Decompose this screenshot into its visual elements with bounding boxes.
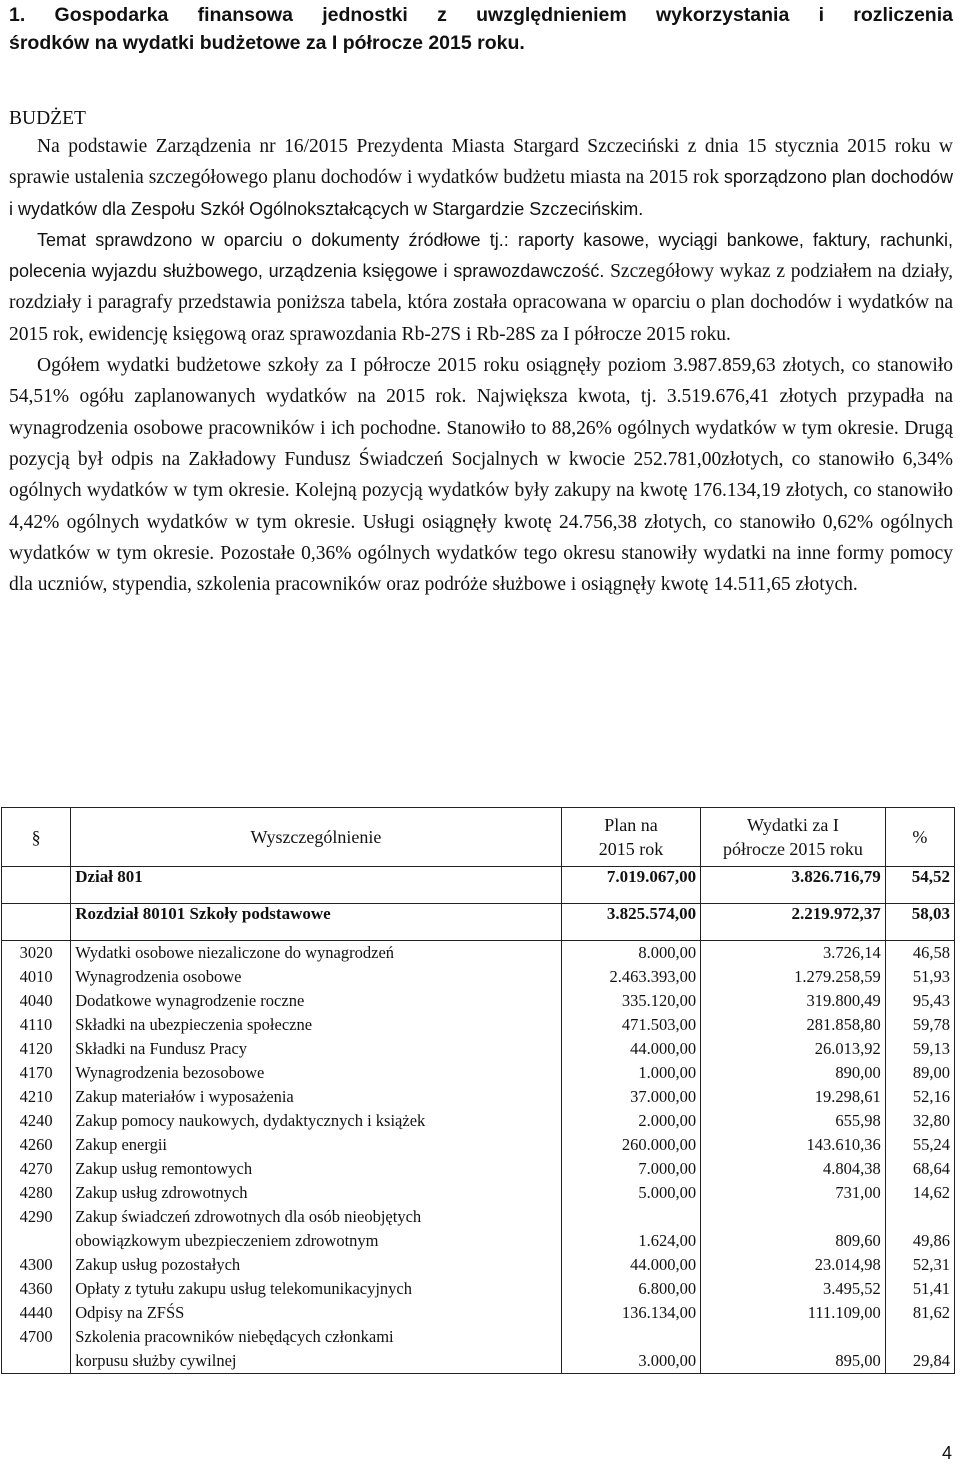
paragraph-2-part-c: Szczegółowy wykaz z podziałem na działy, rozdziały i paragrafy przedstawia poniższa tabela, która została opracowana w oparciu o plan dochodów i wydatków na 2015 rok, ewidencję księgową oraz sprawozdania Rb-27S i Rb-28S za I półrocze 2015 roku. [9, 261, 954, 345]
table-row-plan: 136.134,00 [621, 1303, 697, 1322]
table-row-paragraph: 4290 [19, 1207, 53, 1226]
table-row-name: Zakup usług pozostałych [75, 1255, 241, 1274]
heading-line-1: 1. Gospodarka finansowa jednostki z uwzględnieniem wykorzystania i rozliczenia [9, 4, 953, 26]
rozdzial-par [2, 904, 71, 941]
table-row-spacer [6, 1229, 66, 1253]
table-row-name: Wydatki osobowe niezaliczone do wynagrodzeń [75, 943, 395, 962]
page-number: 4 [941, 1443, 952, 1463]
table-row-exec: 890,00 [835, 1063, 881, 1082]
rozdzial-name: Rozdział 80101 Szkoły podstawowe [71, 904, 562, 941]
table-row-plan: 260.000,00 [621, 1135, 697, 1154]
header-exec [701, 808, 886, 867]
dzial-pct: 54,52 [885, 867, 954, 904]
table-row-exec: 655,98 [835, 1111, 881, 1130]
table-row-name: Odpisy na ZFŚS [75, 1303, 185, 1322]
table-row-name-cont: korpusu służby cywilnej [75, 1351, 237, 1370]
table-row-name: Zakup pomocy naukowych, dydaktycznych i książek [75, 1111, 426, 1130]
table-row-name: Wynagrodzenia osobowe [75, 967, 242, 986]
table-row-name: Składki na ubezpieczenia społeczne [75, 1015, 313, 1034]
paragraph-2 [9, 225, 953, 350]
table-row-plan: 7.000,00 [638, 1159, 697, 1178]
table-row-pct: 14,62 [912, 1183, 950, 1202]
table-row-plan: 44.000,00 [630, 1039, 697, 1058]
heading-line-2: środków na wydatki budżetowe za I półrocze 2015 roku. [9, 32, 525, 54]
table-row-name-cont: obowiązkowym ubezpieczeniem zdrowotnym [75, 1231, 379, 1250]
table-row-paragraph: 4300 [19, 1255, 53, 1274]
exec-values [701, 941, 886, 1374]
table-row-exec: 143.610,36 [806, 1135, 881, 1154]
table-row-exec: 23.014,98 [814, 1255, 881, 1274]
table-row-name: Zakup świadczeń zdrowotnych dla osób nieobjętych [75, 1207, 422, 1226]
table-row-name: Opłaty z tytułu zakupu usług telekomunikacyjnych [75, 1279, 413, 1298]
table-row-exec: 319.800,49 [806, 991, 881, 1010]
pct-values [885, 941, 954, 1374]
table-row-paragraph: 4270 [19, 1159, 53, 1178]
table-row-paragraph: 4210 [19, 1087, 53, 1106]
table-row-name: Zakup usług remontowych [75, 1159, 253, 1178]
budget-table [1, 807, 955, 1374]
header-paragraph: § [2, 808, 71, 867]
table-row-name: Zakup energii [75, 1135, 167, 1154]
table-row-exec: 26.013,92 [814, 1039, 881, 1058]
table-row-name: Składki na Fundusz Pracy [75, 1039, 248, 1058]
table-row-plan: 3.000,00 [638, 1351, 697, 1370]
section-label: BUDŻET [9, 108, 86, 129]
header-exec-line-2: półrocze 2015 roku [722, 839, 863, 859]
dzial-name: Dział 801 [71, 867, 562, 904]
table-row-paragraph: 4700 [19, 1327, 53, 1346]
table-row-paragraph: 4280 [19, 1183, 53, 1202]
paragraph-1-part-a: Na podstawie Zarządzenia nr 16/2015 Prezydenta Miasta Stargard Szczeciński z dnia 15 stycznia 2015 roku w sprawie ustalenia szczegółowego planu dochodów i wydatków budżetu miasta na 2015 rok [9, 136, 953, 189]
table-row-paragraph: 4110 [19, 1015, 53, 1034]
table-row-pct: 89,00 [912, 1063, 950, 1082]
table-row-exec: 111.109,00 [807, 1303, 881, 1322]
table-row-spacer [566, 1325, 696, 1349]
table-row-plan: 44.000,00 [630, 1255, 697, 1274]
paragraph-1-part-b: sporządzono plan dochodów i wydatków dla Zespołu Szkół Ogólnokształcących w Stargardzie Szczecińskim. [9, 167, 954, 219]
paragraph-2-part-b: : raporty kasowe, wyciągi bankowe, faktury, rachunki, polecenia wyjazdu służbowego, urządzenia księgowe i sprawozdawczość. [9, 229, 953, 282]
table-row-pct: 68,64 [912, 1159, 950, 1178]
paragraph-3: Ogółem wydatki budżetowe szkoły za I półrocze 2015 roku osiągnęły poziom 3.987.859,63 złotych, co stanowiło 54,51% ogółu zaplanowanych wydatków na 2015 rok. Największa kwota, tj. 3.519.676,41 złotych przypadła na wynagrodzenia osobowe pracowników i ich pochodne. Stanowiło to 88,26% ogólnych wydatków w tym okresie. Drugą pozycją był odpis na Zakładowy Fundusz Świadczeń Socjalnych w kwocie 252.781,00złotych, co stanowiło 6,34% ogólnych wydatków w tym okresie. Kolejną pozycją wydatków były zakupy na kwotę 176.134,19 złotych, co stanowiło 4,42% ogólnych wydatków w tym okresie. Usługi osiągnęły kwotę 24.756,38 złotych, co stanowiło 0,62% ogólnych wydatków w tym okresie. Pozostałe 0,36% ogólnych wydatków tego okresu stanowiły wydatki na inne formy pomocy dla uczniów, stypendia, szkolenia pracowników oraz podróże służbowe i osiągnęły kwotę 14.511,65 złotych. [9, 355, 953, 596]
table-row-paragraph: 4170 [19, 1063, 53, 1082]
table-row-pct: 59,13 [912, 1039, 950, 1058]
item-names [71, 941, 562, 1374]
table-row-exec: 19.298,61 [814, 1087, 881, 1106]
table-row-pct: 52,31 [912, 1255, 950, 1274]
table-row-pct: 95,43 [912, 991, 950, 1010]
detail-rows [2, 941, 955, 1374]
table-row-plan: 1.624,00 [638, 1231, 697, 1250]
table-row-pct: 32,80 [912, 1111, 950, 1130]
dzial-plan: 7.019.067,00 [561, 867, 700, 904]
table-row-pct: 52,16 [912, 1087, 950, 1106]
table-row-paragraph: 3020 [19, 943, 53, 962]
table-row-plan: 8.000,00 [638, 943, 697, 962]
table-row-pct: 46,58 [912, 943, 950, 962]
table-row-name: Zakup materiałów i wyposażenia [75, 1087, 294, 1106]
table-row-pct: 59,78 [912, 1015, 950, 1034]
rozdzial-pct: 58,03 [885, 904, 954, 941]
table-row-plan: 1.000,00 [638, 1063, 697, 1082]
table-row-exec: 4.804,38 [823, 1159, 881, 1178]
paragraph-2-part-a: Temat sprawdzono w oparciu o dokumenty źródłowe tj. [37, 229, 504, 250]
table-row-paragraph: 4120 [19, 1039, 53, 1058]
plan-values [561, 941, 700, 1374]
paragraph-codes [2, 941, 71, 1374]
table-row-name: Zakup usług zdrowotnych [75, 1183, 248, 1202]
table-row-plan: 37.000,00 [630, 1087, 697, 1106]
table-row-plan: 5.000,00 [638, 1183, 697, 1202]
header-name: Wyszczególnienie [71, 808, 562, 867]
table-row-spacer [890, 1205, 950, 1229]
table-row-exec: 3.495,52 [823, 1279, 881, 1298]
table-row-plan: 335.120,00 [621, 991, 697, 1010]
table-row-paragraph: 4260 [19, 1135, 53, 1154]
table-row-pct: 51,41 [912, 1279, 950, 1298]
table-row-exec: 3.726,14 [823, 943, 881, 962]
table-row-pct: 29,84 [912, 1351, 950, 1370]
table-row-name: Szkolenia pracowników niebędących członkami [75, 1327, 394, 1346]
table-row-spacer [6, 1349, 66, 1373]
table-row-paragraph: 4240 [19, 1111, 53, 1130]
table-row-exec: 895,00 [835, 1351, 881, 1370]
rozdzial-row [2, 904, 955, 941]
rozdzial-exec: 2.219.972,37 [701, 904, 886, 941]
table-row-pct: 51,93 [912, 967, 950, 986]
table-header-row [2, 808, 955, 867]
table-row-spacer [566, 1205, 696, 1229]
table-row-pct: 81,62 [912, 1303, 950, 1322]
header-plan [561, 808, 700, 867]
table-row-plan: 471.503,00 [621, 1015, 697, 1034]
header-plan-line-1: Plan na [604, 815, 658, 835]
table-row-exec: 1.279.258,59 [794, 967, 881, 986]
header-exec-line-1: Wydatki za I [747, 815, 839, 835]
document-page [9, 0, 953, 600]
dzial-exec: 3.826.716,79 [701, 867, 886, 904]
table-row-paragraph: 4040 [19, 991, 53, 1010]
table-row-exec: 809,60 [835, 1231, 881, 1250]
table-row-pct: 49,86 [912, 1231, 950, 1250]
table-row-name: Wynagrodzenia bezosobowe [75, 1063, 265, 1082]
table-row-paragraph: 4360 [19, 1279, 53, 1298]
table-row-exec: 731,00 [835, 1183, 881, 1202]
paragraph-1 [9, 131, 953, 225]
table-row-plan: 2.000,00 [638, 1111, 697, 1130]
dzial-row [2, 867, 955, 904]
table-row-plan: 6.800,00 [638, 1279, 697, 1298]
header-plan-line-2: 2015 rok [598, 839, 664, 859]
dzial-par [2, 867, 71, 904]
table-row-spacer [705, 1205, 881, 1229]
table-row-pct: 55,24 [912, 1135, 950, 1154]
document-heading [9, 1, 953, 57]
table-row-spacer [705, 1325, 881, 1349]
header-pct: % [885, 808, 954, 867]
table-row-spacer [890, 1325, 950, 1349]
table-row-exec: 281.858,80 [806, 1015, 881, 1034]
table-row-name: Dodatkowe wynagrodzenie roczne [75, 991, 305, 1010]
table-row-paragraph: 4010 [19, 967, 53, 986]
table-row-plan: 2.463.393,00 [609, 967, 697, 986]
table-row-paragraph: 4440 [19, 1303, 53, 1322]
rozdzial-plan: 3.825.574,00 [561, 904, 700, 941]
